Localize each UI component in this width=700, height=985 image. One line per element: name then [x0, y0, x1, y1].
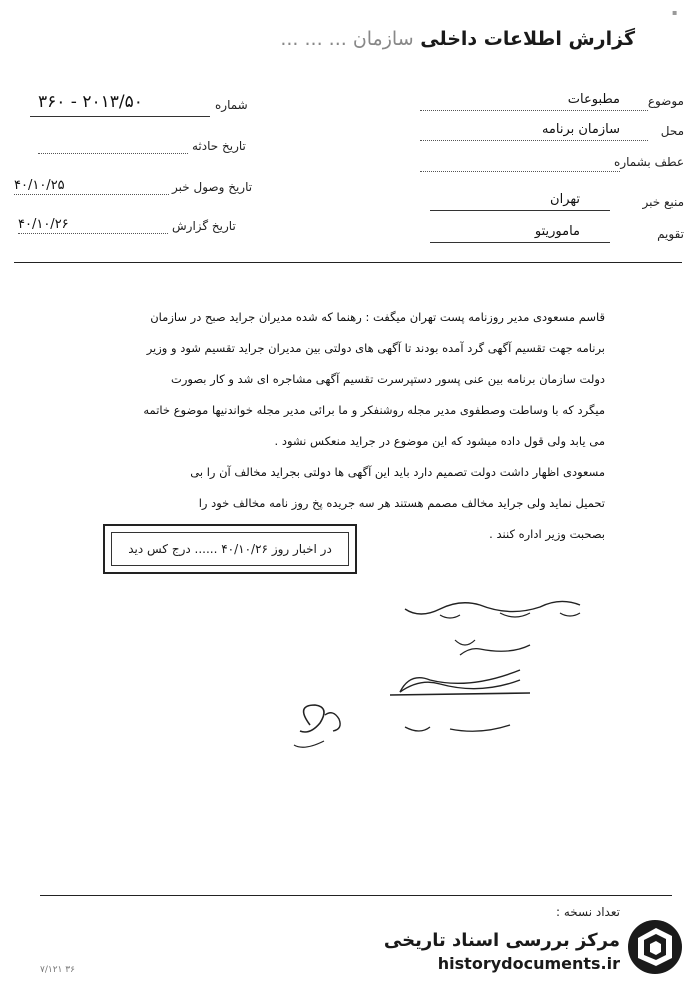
archive-logo-icon [626, 918, 684, 976]
evaluation-value: ماموریتو [534, 224, 580, 239]
source-label: منبع خبر [642, 195, 684, 209]
body-line-5: می یابد ولی قول داده میشود که این موضوع در جراید منعکس نشود . [274, 434, 605, 448]
report-date-dotted-line [18, 233, 168, 234]
report-date-value: ۴۰/۱۰/۲۶ [18, 217, 69, 232]
body-line-4: میگرد که با وساطت وصطفوی مدیر مجله روشنفکر و ما برائی مدیر مجله خواندنیها موضوع خاتمه [143, 403, 605, 417]
corner-mark: ▪ [672, 8, 678, 17]
stamp-text: در اخبار روز ۴۰/۱۰/۲۶ ...... درج کس دید [111, 532, 349, 566]
number-value: ۲۰۱۳/۵۰ - ۳۶۰ [38, 92, 143, 112]
copies-label: تعداد نسخه : [555, 905, 620, 919]
place-label: محل [660, 124, 684, 138]
source-line [430, 210, 610, 211]
receipt-date-value: ۴۰/۱۰/۲۵ [14, 178, 65, 193]
publication-stamp [103, 524, 357, 574]
place-dotted-line [420, 140, 648, 141]
evaluation-label: تقویم [657, 227, 684, 241]
body-line-8: بصحبت وزیر اداره کنند . [489, 527, 605, 541]
incident-date-label: تاریخ حادثه [192, 139, 246, 153]
body-line-6: مسعودی اظهار داشت دولت تصمیم دارد باید این آگهی ها دولتی بجراید مخالف آن را بی [190, 465, 605, 479]
source-value: تهران [550, 192, 580, 207]
receipt-date-dotted-line [14, 194, 169, 195]
place-value: سازمان برنامه [541, 122, 620, 137]
number-label: شماره [215, 98, 248, 112]
ref-dotted-line [420, 171, 620, 172]
body-line-2: برنامه جهت تقسیم آگهی گرد آمده بودند تا آگهی های دولتی بین مدیران جراید تقسیم شود و وزیر [146, 341, 605, 355]
subject-value: مطبوعات [567, 92, 620, 107]
footer-divider [40, 895, 672, 896]
body-line-7: تحمیل نماید ولی جراید مخالف مصمم هستند هر سه جریده پخ روز نامه مخالف خود را [198, 496, 605, 510]
watermark-org: مرکز بررسی اسناد تاریخی [383, 930, 620, 951]
report-date-label: تاریخ گزارش [172, 219, 236, 233]
report-title [255, 28, 635, 50]
report-title-prefix: سازمان ... ... ... [280, 28, 414, 50]
header-divider [14, 262, 682, 263]
subject-dotted-line [420, 110, 648, 111]
report-title-text: گزارش اطلاعات داخلی [420, 28, 635, 50]
evaluation-line [430, 242, 610, 243]
body-line-1: قاسم مسعودی مدیر روزنامه پست تهران میگفت : رهنما که شده مدیران جراید صبح در سازمان [150, 310, 605, 324]
body-line-3: دولت سازمان برنامه بین عنی پسور دستپرسرت تقسیم آگهی مشاجره ای شد و کار بصورت [171, 372, 605, 386]
number-line [30, 116, 210, 117]
receipt-date-label: تاریخ وصول خبر [172, 180, 253, 194]
subject-label: موضوع [647, 94, 684, 108]
watermark-url: historydocuments.ir [437, 954, 620, 973]
incident-date-dotted-line [38, 153, 188, 154]
ref-label: عطف بشماره [614, 155, 684, 169]
page-mark: ۷/۱۲۱ ۳۶ [40, 965, 75, 975]
handwritten-annotations [280, 585, 610, 775]
